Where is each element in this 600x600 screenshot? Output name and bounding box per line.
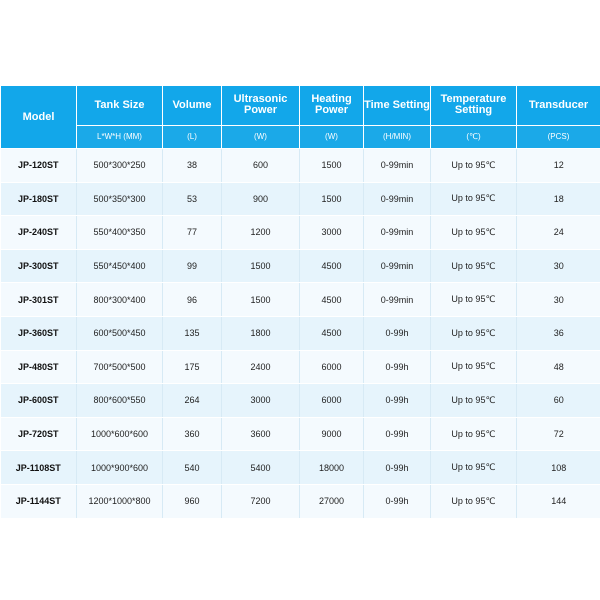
tank-size-cell: 800*600*550 [77,384,163,418]
transducer-cell: 30 [517,283,600,317]
tank-size-cell: 500*300*250 [77,149,163,183]
tank-size-cell: 500*350*300 [77,182,163,216]
units-row [1,125,600,148]
transducer-cell: 18 [517,182,600,216]
heating-power-cell: 3000 [300,216,364,250]
volume-cell: 264 [163,384,222,418]
tank-size-cell: 700*500*500 [77,350,163,384]
time-setting-cell: 0-99h [364,384,431,418]
volume-cell: 540 [163,451,222,485]
model-cell: JP-1108ST [1,451,77,485]
table-body [1,149,600,519]
model-cell: JP-240ST [1,216,77,250]
heating-power-cell: 18000 [300,451,364,485]
transducer-cell: 60 [517,384,600,418]
ultrasonic-power-cell: 600 [222,149,300,183]
temperature-setting-cell: Up to 95℃ [431,283,517,317]
ultrasonic-power-cell: 3000 [222,384,300,418]
table-row [1,149,600,183]
unit-tank-size: L*W*H (MM) [77,125,163,148]
transducer-cell: 36 [517,316,600,350]
temperature-setting-cell: Up to 95℃ [431,182,517,216]
temperature-setting-cell: Up to 95℃ [431,350,517,384]
header-volume: Volume [163,86,222,126]
temperature-setting-cell: Up to 95℃ [431,384,517,418]
unit-volume: (L) [163,125,222,148]
tank-size-cell: 1000*900*600 [77,451,163,485]
table-row [1,417,600,451]
table-row [1,249,600,283]
table-row [1,451,600,485]
transducer-cell: 144 [517,484,600,518]
model-cell: JP-180ST [1,182,77,216]
table-row [1,384,600,418]
heating-power-cell: 6000 [300,384,364,418]
ultrasonic-power-cell: 1800 [222,316,300,350]
tank-size-cell: 550*400*350 [77,216,163,250]
ultrasonic-power-cell: 7200 [222,484,300,518]
header-row [1,86,600,126]
table-row [1,216,600,250]
ultrasonic-power-cell: 900 [222,182,300,216]
heating-power-cell: 4500 [300,283,364,317]
time-setting-cell: 0-99h [364,350,431,384]
temperature-setting-cell: Up to 95℃ [431,417,517,451]
ultrasonic-power-cell: 1200 [222,216,300,250]
volume-cell: 960 [163,484,222,518]
ultrasonic-power-cell: 3600 [222,417,300,451]
heating-power-cell: 1500 [300,182,364,216]
model-cell: JP-720ST [1,417,77,451]
temperature-setting-cell: Up to 95℃ [431,216,517,250]
model-cell: JP-301ST [1,283,77,317]
table-row [1,484,600,518]
heating-power-cell: 6000 [300,350,364,384]
transducer-cell: 12 [517,149,600,183]
time-setting-cell: 0-99min [364,283,431,317]
tank-size-cell: 800*300*400 [77,283,163,317]
time-setting-cell: 0-99h [364,484,431,518]
header-model: Model [1,86,77,149]
model-cell: JP-1144ST [1,484,77,518]
volume-cell: 175 [163,350,222,384]
unit-transducer: (PCS) [517,125,600,148]
time-setting-cell: 0-99min [364,216,431,250]
header-time-setting: Time Setting [364,86,431,126]
table-row [1,316,600,350]
tank-size-cell: 1200*1000*800 [77,484,163,518]
model-cell: JP-600ST [1,384,77,418]
time-setting-cell: 0-99min [364,182,431,216]
heating-power-cell: 1500 [300,149,364,183]
time-setting-cell: 0-99min [364,249,431,283]
time-setting-cell: 0-99h [364,451,431,485]
tank-size-cell: 550*450*400 [77,249,163,283]
unit-heating-power: (W) [300,125,364,148]
transducer-cell: 48 [517,350,600,384]
spec-table [0,85,600,519]
model-cell: JP-120ST [1,149,77,183]
heating-power-cell: 9000 [300,417,364,451]
model-cell: JP-300ST [1,249,77,283]
header-tank-size: Tank Size [77,86,163,126]
volume-cell: 53 [163,182,222,216]
heating-power-cell: 4500 [300,316,364,350]
table-row [1,350,600,384]
temperature-setting-cell: Up to 95℃ [431,149,517,183]
temperature-setting-cell: Up to 95℃ [431,484,517,518]
tank-size-cell: 1000*600*600 [77,417,163,451]
time-setting-cell: 0-99min [364,149,431,183]
volume-cell: 38 [163,149,222,183]
volume-cell: 77 [163,216,222,250]
table-header [1,86,600,149]
temperature-setting-cell: Up to 95℃ [431,249,517,283]
ultrasonic-power-cell: 1500 [222,283,300,317]
time-setting-cell: 0-99h [364,316,431,350]
transducer-cell: 30 [517,249,600,283]
ultrasonic-power-cell: 5400 [222,451,300,485]
volume-cell: 360 [163,417,222,451]
tank-size-cell: 600*500*450 [77,316,163,350]
table-row [1,182,600,216]
unit-time-setting: (H/MIN) [364,125,431,148]
transducer-cell: 108 [517,451,600,485]
model-cell: JP-360ST [1,316,77,350]
header-transducer: Transducer [517,86,600,126]
ultrasonic-power-cell: 1500 [222,249,300,283]
volume-cell: 99 [163,249,222,283]
time-setting-cell: 0-99h [364,417,431,451]
volume-cell: 96 [163,283,222,317]
heating-power-cell: 27000 [300,484,364,518]
table-row [1,283,600,317]
ultrasonic-power-cell: 2400 [222,350,300,384]
unit-temperature-setting: (℃) [431,125,517,148]
header-heating-power: Heating Power [300,86,364,126]
transducer-cell: 24 [517,216,600,250]
heating-power-cell: 4500 [300,249,364,283]
temperature-setting-cell: Up to 95℃ [431,316,517,350]
unit-ultrasonic-power: (W) [222,125,300,148]
volume-cell: 135 [163,316,222,350]
header-ultrasonic-power: Ultrasonic Power [222,86,300,126]
model-cell: JP-480ST [1,350,77,384]
transducer-cell: 72 [517,417,600,451]
header-temperature-setting: Temperature Setting [431,86,517,126]
temperature-setting-cell: Up to 95℃ [431,451,517,485]
